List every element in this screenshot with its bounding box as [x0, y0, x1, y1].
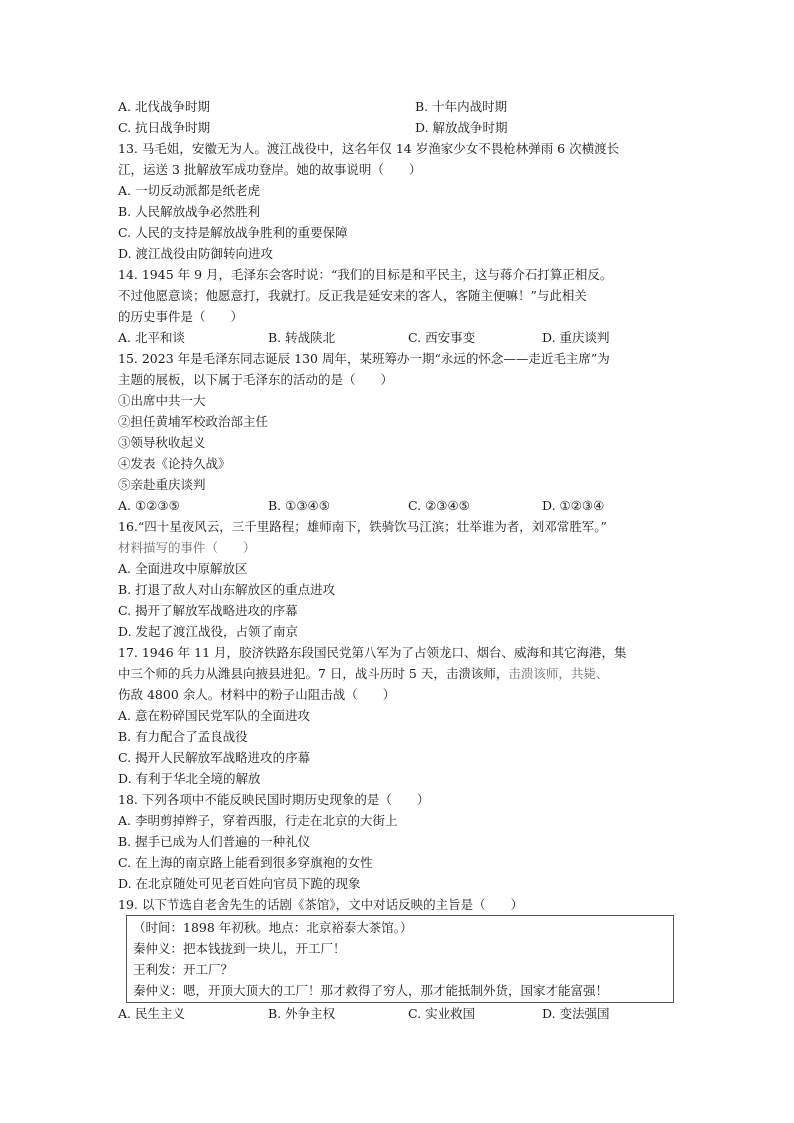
q17-option-b[interactable]: B. 有力配合了孟良战役 [118, 729, 248, 744]
q13-stem-line-1: 13. 马毛姐，安徽无为人。渡江战役中，这名年仅 14 岁渔家少女不畏枪林弹雨 6 次横渡长 [118, 141, 620, 156]
q18-option-a[interactable]: A. 李明剪掉辫子，穿着西服，行走在北京的大街上 [118, 813, 398, 828]
q19-box-line-1: （时间：1898 年初秋。地点：北京裕泰大茶馆。） [133, 920, 413, 935]
q18-stem: 18. 下列各项中不能反映民国时期历史现象的是（ ） [118, 792, 430, 807]
q16-stem-line-2: 材料描写的事件（ ） [118, 540, 256, 555]
q12-option-d[interactable]: D. 解放战争时期 [415, 120, 508, 135]
q19-stem: 19. 以下节选自老舍先生的话剧《茶馆》，文中对话反映的主旨是（ ） [118, 897, 524, 912]
q12-option-a[interactable]: A. 北伐战争时期 [118, 99, 210, 114]
exam-page [118, 96, 680, 1024]
q17-stem-line-3: 伤敌 4800 余人。材料中的粉子山阻击战（ ） [118, 687, 396, 702]
q16-option-d[interactable]: D. 发起了渡江战役，占领了南京 [118, 624, 299, 639]
q15-item-1: ①出席中共一大 [118, 393, 206, 408]
q15-option-d[interactable]: D. ①②③④ [542, 498, 605, 513]
q15-item-4: ④发表《论持久战》 [118, 456, 231, 471]
q17-option-c[interactable]: C. 揭开人民解放军战略进攻的序幕 [118, 750, 311, 765]
q13-stem-line-2: 江，运送 3 批解放军成功登岸。她的故事说明（ ） [118, 162, 422, 177]
q13-option-a[interactable]: A. 一切反动派都是纸老虎 [118, 183, 260, 198]
q17-stem-line-2-tail: 击溃该师，共毙、 [508, 666, 609, 681]
q19-quote-box [126, 915, 674, 1003]
q12-options-row-1 [118, 96, 680, 117]
q14-options-row [118, 327, 680, 348]
q12-option-b[interactable]: B. 十年内战时期 [415, 99, 508, 114]
q14-option-b[interactable]: B. 转战陕北 [268, 330, 336, 345]
q13-option-c[interactable]: C. 人民的支持是解放战争胜利的重要保障 [118, 225, 348, 240]
q14-stem-line-3: 的历史事件是（ ） [118, 309, 244, 324]
q15-option-c[interactable]: C. ②③④⑤ [408, 498, 470, 513]
q18-option-c[interactable]: C. 在上海的南京路上能看到很多穿旗袍的女性 [118, 855, 373, 870]
q19-option-d[interactable]: D. 变法强国 [542, 1006, 610, 1021]
q17-option-d[interactable]: D. 有利于华北全境的解放 [118, 771, 261, 786]
q13-option-d[interactable]: D. 渡江战役由防御转向进攻 [118, 246, 274, 261]
q15-item-5: ⑤亲赴重庆谈判 [118, 477, 206, 492]
q19-box-line-2: 秦仲义：把本钱拢到一块儿，开工厂！ [133, 941, 346, 956]
q19-options-row [118, 1003, 680, 1024]
q13-option-b[interactable]: B. 人民解放战争必然胜利 [118, 204, 261, 219]
q19-option-b[interactable]: B. 外争主权 [268, 1006, 336, 1021]
q16-option-c[interactable]: C. 揭开了解放军战略进攻的序幕 [118, 603, 298, 618]
q16-option-a[interactable]: A. 全面进攻中原解放区 [118, 561, 248, 576]
q17-stem-line-2 [118, 663, 680, 684]
q18-option-d[interactable]: D. 在北京随处可见老百姓向官员下跪的现象 [118, 876, 361, 891]
q12-options-row-2 [118, 117, 680, 138]
q15-stem-line-1: 15. 2023 年是毛泽东同志诞辰 130 周年，某班筹办一期“永远的怀念——走近毛主席”为 [118, 351, 610, 366]
q15-stem-line-2: 主题的展板，以下属于毛泽东的活动的是（ ） [118, 372, 394, 387]
q19-box-line-3: 王利发：开工厂？ [133, 962, 234, 977]
q14-stem-line-2: 不过他愿意谈；他愿意打，我就打。反正我是延安来的客人，客随主便嘛！”与此相关 [118, 288, 587, 303]
q18-option-b[interactable]: B. 握手已成为人们普遍的一种礼仪 [118, 834, 311, 849]
q15-option-b[interactable]: B. ①③④⑤ [268, 498, 330, 513]
q17-option-a[interactable]: A. 意在粉碎国民党军队的全面进攻 [118, 708, 310, 723]
q17-stem-line-1: 17. 1946 年 11 月，胶济铁路东段国民党第八军为了占领龙口、烟台、威海和其它海港，集 [118, 645, 627, 660]
q19-option-a[interactable]: A. 民生主义 [118, 1006, 185, 1021]
q14-option-c[interactable]: C. 西安事变 [408, 330, 476, 345]
q15-item-3: ③领导秋收起义 [118, 435, 206, 450]
q14-option-a[interactable]: A. 北平和谈 [118, 330, 185, 345]
q15-option-a[interactable]: A. ①②③⑤ [118, 498, 180, 513]
q14-stem-line-1: 14. 1945 年 9 月，毛泽东会客时说：“我们的目标是和平民主，这与蒋介石打算正相反。 [118, 267, 613, 282]
q14-option-d[interactable]: D. 重庆谈判 [542, 330, 610, 345]
q17-stem-line-2-main: 中三个师的兵力从潍县向掖县进犯。7 日，战斗历时 5 天，击溃该师， [118, 666, 509, 681]
q15-item-2: ②担任黄埔军校政治部主任 [118, 414, 269, 429]
q19-option-c[interactable]: C. 实业救国 [408, 1006, 476, 1021]
q19-box-line-4: 秦仲义：嗯，开顶大顶大的工厂！那才救得了穷人，那才能抵制外货，国家才能富强！ [133, 983, 609, 998]
q12-option-c[interactable]: C. 抗日战争时期 [118, 120, 211, 135]
q16-stem-line-1: 16.“四十星夜风云，三千里路程；雄师南下，铁骑饮马江滨；壮举谁为者，刘邓常胜军。” [118, 519, 607, 534]
q16-option-b[interactable]: B. 打退了敌人对山东解放区的重点进攻 [118, 582, 336, 597]
q15-options-row [118, 495, 680, 516]
